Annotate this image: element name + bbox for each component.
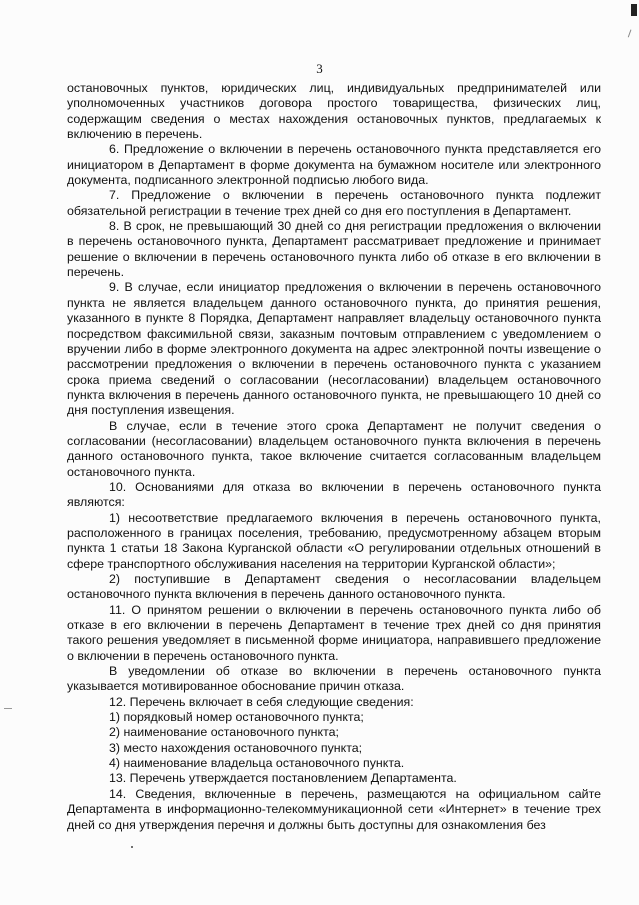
paragraph: 2) наименование остановочного пункта; <box>109 725 339 740</box>
page-number: 3 <box>316 61 323 76</box>
paragraph: 3) место нахождения остановочного пункта; <box>109 740 363 755</box>
paragraph: В случае, если в течение этого срока Департамент не получит сведения о согласовании (несогласовании) владельцем остановочного пункта включения в перечень данного остановочного пункта, такое включение считается согласованным владельцем остановочного пункта. <box>67 418 601 479</box>
paragraph: 6. Предложение о включении в перечень остановочного пункта представляется его инициатором в Департамент в форме документа на бумажном носителе или электронного документа, подписанного электронной подписью любого вида. <box>67 142 601 188</box>
paragraph: 13. Перечень утверждается постановлением Департамента. <box>109 771 457 786</box>
paragraph: 2) поступившие в Департамент сведения о несогласовании владельцем остановочного пункта включения в перечень данного остановочного пункта. <box>67 572 601 602</box>
paragraph: 1) порядковый номер остановочного пункта; <box>109 710 364 725</box>
paragraph: 12. Перечень включает в себя следующие сведения: <box>109 694 414 709</box>
paragraph: 1) несоответствие предлагаемого включения в перечень остановочного пункта, расположенного в границах поселения, требованию, предусмотренному абзацем вторым пункта 1 статьи 18 Закона Курганской области «О регулировании отдельных отношений в сфере транспортного обслуживания населения на территории Курганской области»; <box>67 510 601 571</box>
paragraph: 9. В случае, если инициатор предложения о включении в перечень остановочного пункта не является владельцем данного остановочного пункта, до принятия решения, указанного в пункте 8 Порядка, Департамент направляет владельцу остановочного пункта посредством факсимильной связи, заказным почтовым отправлением с уведомлением о вручении либо в форме электронного документа на адрес электронной почты извещение о рассмотрении предложения о включении в перечень остановочного пункта с указанием срока приема сведений о согласовании (несогласовании) владельцем остановочного пункта включения в перечень данного остановочного пункта, не превышающего 10 дней со дня поступления извещения. <box>67 280 601 418</box>
paragraph: 14. Сведения, включенные в перечень, размещаются на официальном сайте Департамента в информационно-телекоммуникационной сети «Интернет» в течение трех дней со дня утверждения перечня и должны быть доступны для ознакомления без <box>67 786 601 832</box>
paragraph: В уведомлении об отказе во включении в перечень остановочного пункта указывается мотивированное обоснование причин отказа. <box>67 664 601 694</box>
scan-speck <box>4 708 12 709</box>
scan-speck <box>131 846 133 848</box>
paragraph: 4) наименование владельца остановочного пункта. <box>109 756 405 771</box>
scan-corner-mark <box>631 4 637 16</box>
paragraph: 8. В срок, не превышающий 30 дней со дня регистрации предложения о включении в перечень остановочного пункта, Департамент рассматривает предложение и принимает решение о включении в перечень остановочного пункта либо об отказе в его включении в перечень. <box>67 219 601 280</box>
paragraph: 11. О принятом решении о включении в перечень остановочного пункта либо об отказе в его включении в перечень Департамент в течение трех дней со дня принятия такого решения уведомляет в письменной форме инициатора, направившего предложение о включении в перечень остановочного пункта. <box>67 602 601 663</box>
paragraph: 10. Основаниями для отказа во включении в перечень остановочного пункта являются: <box>67 479 601 510</box>
document-body <box>67 81 601 833</box>
scan-speck <box>628 30 634 39</box>
paragraph: остановочных пунктов, юридических лиц, индивидуальных предпринимателей или уполномоченных участников договора простого товарищества, физических лиц, содержащим сведения о местах нахождения остановочных пунктов, предлагаемых к включению в перечень. <box>67 81 601 142</box>
paragraph: 7. Предложение о включении в перечень остановочного пункта подлежит обязательной регистрации в течение трех дней со дня его поступления в Департамент. <box>67 188 601 218</box>
